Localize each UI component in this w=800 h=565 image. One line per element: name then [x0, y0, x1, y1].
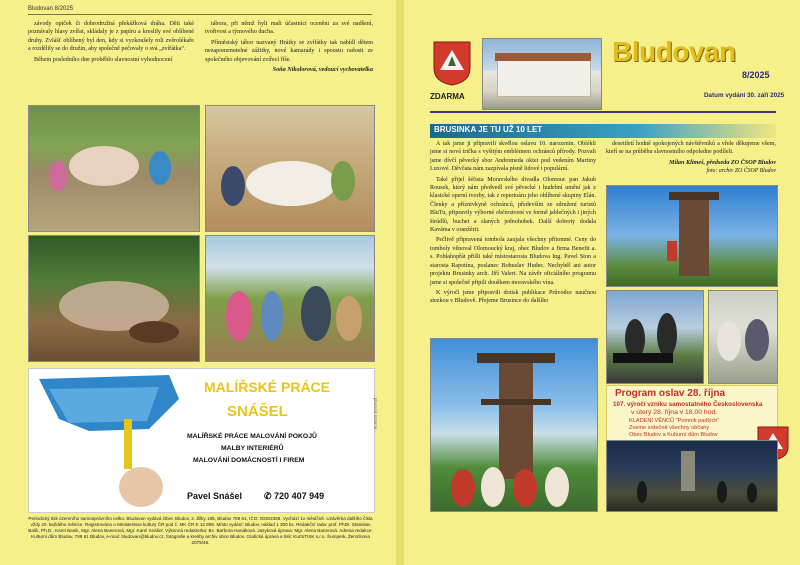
paragraph: Příměstský tábor nazvaný Hrátky se zvířátky tak nabídl dětem nezapomenutelné zážitky, nové kamarády i spoustu radosti ze společného objevování zvířecí říše.	[205, 39, 373, 63]
paid-ad-note: - placená inzerce -	[373, 395, 378, 433]
masthead-title: Bludovan	[612, 36, 736, 67]
program-time: v úterý 28. října v 18.00 hod.	[631, 409, 718, 416]
program-announcement	[606, 385, 778, 441]
bludov-crest-icon	[432, 40, 472, 86]
article-column-1	[430, 140, 596, 308]
paragraph: K výročí jsme připravili dotisk publikace Průvodce naučnou stezkou v Bludově. Přejeme Brusince do dalšího	[430, 289, 596, 305]
issue-number: 8/2025	[742, 70, 770, 80]
spine	[396, 0, 404, 565]
paragraph: Také přijel šéfista Moravského divadla Olomouc pan Jakub Rousek, který nám předvedl své pěvecké i hudební umění jak z klasické operní tvorby, tak z repertoáru jeho oblíbené skupiny Elán. Členky a příznivkyně ochránců, především ze sdružení turistů BluTu, připravily výborné občerstvení ve formě jablečných i jiných štrúdlů, buchet a slaných jednohubek. Další dobroty dodala Kaváma v oranžérii.	[430, 176, 596, 234]
article-column-2	[606, 140, 776, 176]
right-page	[404, 0, 800, 565]
photo-memorial-ceremony	[606, 440, 778, 512]
ad-phone-number: 720 407 949	[274, 491, 325, 501]
paragraph: závody opiček či dobrodružná překážková dráha. Děti také poznávaly hlasy zvířat, skládaly je z papíru a kreslily své oblíbené druhy. Zvlášť oblíbený byl den, kdy si vyzkoušely roli zvěrolékaře a rozdělily se do družin, aby společně pečovaly o svá „zvířátka“.	[28, 21, 194, 53]
issue-date: Datum vydání 30. září 2025	[704, 92, 785, 99]
advertisement-painting	[28, 368, 375, 513]
impressum: Periodický tisk územního samosprávního celku. Bludovan vydává Obec Bludov, 2. Žilky 195, Bludov 789 61, IČO: 00302368. Vychází 1x měsíčně. Uzávěrka dalšího čísla vždy 20. každého měsíce. Registrováno u Ministerstva kultury ČR pod č. MK ČR E 12 895. Místo vydání: Bludov, náklad 1 300 ks. Redakční rada: prof. PhDr. Stanislav Balík, Ph.D., Karel Banik, Mgr. Alena Banerová, Mgr. Karel Snášel. Výkonná redaktorka: Bc. Barbora Hanáková. Jazyková úprava: Mgr. Alena Banerová. Adresa redakce: Kulturní dům Bludov, 789 61 Bludov, e-mail: bludovan@bludov.cz, fotografie a kresby archiv obce Bludov. Grafická úprava a tisk: KurtoTISK s.r.o. Šumperk, Žerotínova 2075/48.	[28, 516, 373, 545]
running-head-rule	[28, 14, 372, 15]
photo-children-outdoor-crafts	[28, 105, 200, 232]
photo-guests	[708, 290, 778, 384]
photo-children-painting-table	[205, 105, 375, 232]
article-column-1	[28, 20, 194, 66]
photo-lookout-tower-singers	[430, 338, 598, 512]
photo-children-farm-visit	[205, 235, 375, 362]
paragraph: Pečlivě připravená tombola zaujala všechny přítomné. Ceny do tomboly věnoval Olomoucký kraj, obec Bludov a firma Benefit a. s. Poblahopřát přišli také místostarosta Bludova Ing. Pavel Ston a starosta Rapotína, poslanec Bohuslav Hudec. Nechyběl ani autor projektu Brusinky arch. Jiří Valert. Na závěr oficiálního programu jsme si společně připili douškem moravského vína.	[430, 237, 596, 286]
paragraph: Během posledního dne proběhlo slavnostní vyhodnocení	[34, 56, 173, 63]
program-title: Program oslav 28. října	[615, 388, 726, 399]
photo-children-forest-group	[28, 235, 200, 362]
ad-service-line: MALÍŘSKÉ PRÁCE MALOVÁNÍ POKOJŮ	[187, 433, 317, 440]
free-label: ZDARMA	[430, 92, 465, 101]
program-subtitle: 107. výročí vzniku samostatného Československa	[613, 401, 763, 408]
masthead-rule	[430, 111, 776, 113]
photo-musicians	[606, 290, 704, 384]
running-head: Bludovan 8/2025	[28, 6, 74, 12]
paragraph: tábora, při němž byli mali účastníci oceněni za své nadšení, tvořivost a týmového ducha.	[205, 21, 373, 36]
signature: Milan Klimeš, předseda ZO ČSOP Bludov	[668, 158, 776, 166]
ad-service-line: MALOVÁNÍ DOMÁCNOSTÍ I FIREM	[193, 457, 305, 464]
ad-service-line: MALBY INTERIÉRŮ	[221, 445, 284, 452]
ad-title: MALÍŘSKÉ PRÁCE	[204, 379, 331, 395]
ad-company: SNÁŠEL	[227, 403, 288, 420]
left-page	[0, 0, 396, 565]
program-line: KLADENÍ VĚNCŮ "Pomník padlých"	[629, 418, 720, 424]
photo-credit: foto: archiv ZO ČSOP Bludov	[706, 168, 776, 175]
photo-town-hall	[482, 38, 602, 110]
article-column-2	[205, 20, 373, 74]
program-line: Obec Bludov a Kulturní dům Bludov	[629, 432, 718, 438]
ad-phone: ✆ 720 407 949	[264, 491, 325, 501]
program-line: Zveme srdečně všechny občany	[629, 425, 710, 431]
article-title: BRUSINKA JE TU UŽ 10 LET	[434, 125, 543, 134]
paragraph: desetiletí hodně spokojených návštěvníků a vřele děkujeme všem, kteří se na průběhu slavnostního odpoledne podíleli.	[606, 141, 776, 156]
signature: Soňa Nikolorová, vedoucí vychovatelka	[272, 66, 373, 74]
photo-lookout-tower-people	[606, 185, 778, 287]
paragraph: A tak jsme ji připravili skvělou oslavu 10. narozenin. Oblékli jsme si nová trička s vyšitým emblémem ochránců přírody. Pozvali jsme dívčí pěvecký sbor Andromeda oktet pod vedením Martiny Luxové. Děvčata nám zazpívala písně lidové i populární.	[430, 141, 596, 173]
ad-contact-name: Pavel Snášel	[187, 491, 243, 501]
